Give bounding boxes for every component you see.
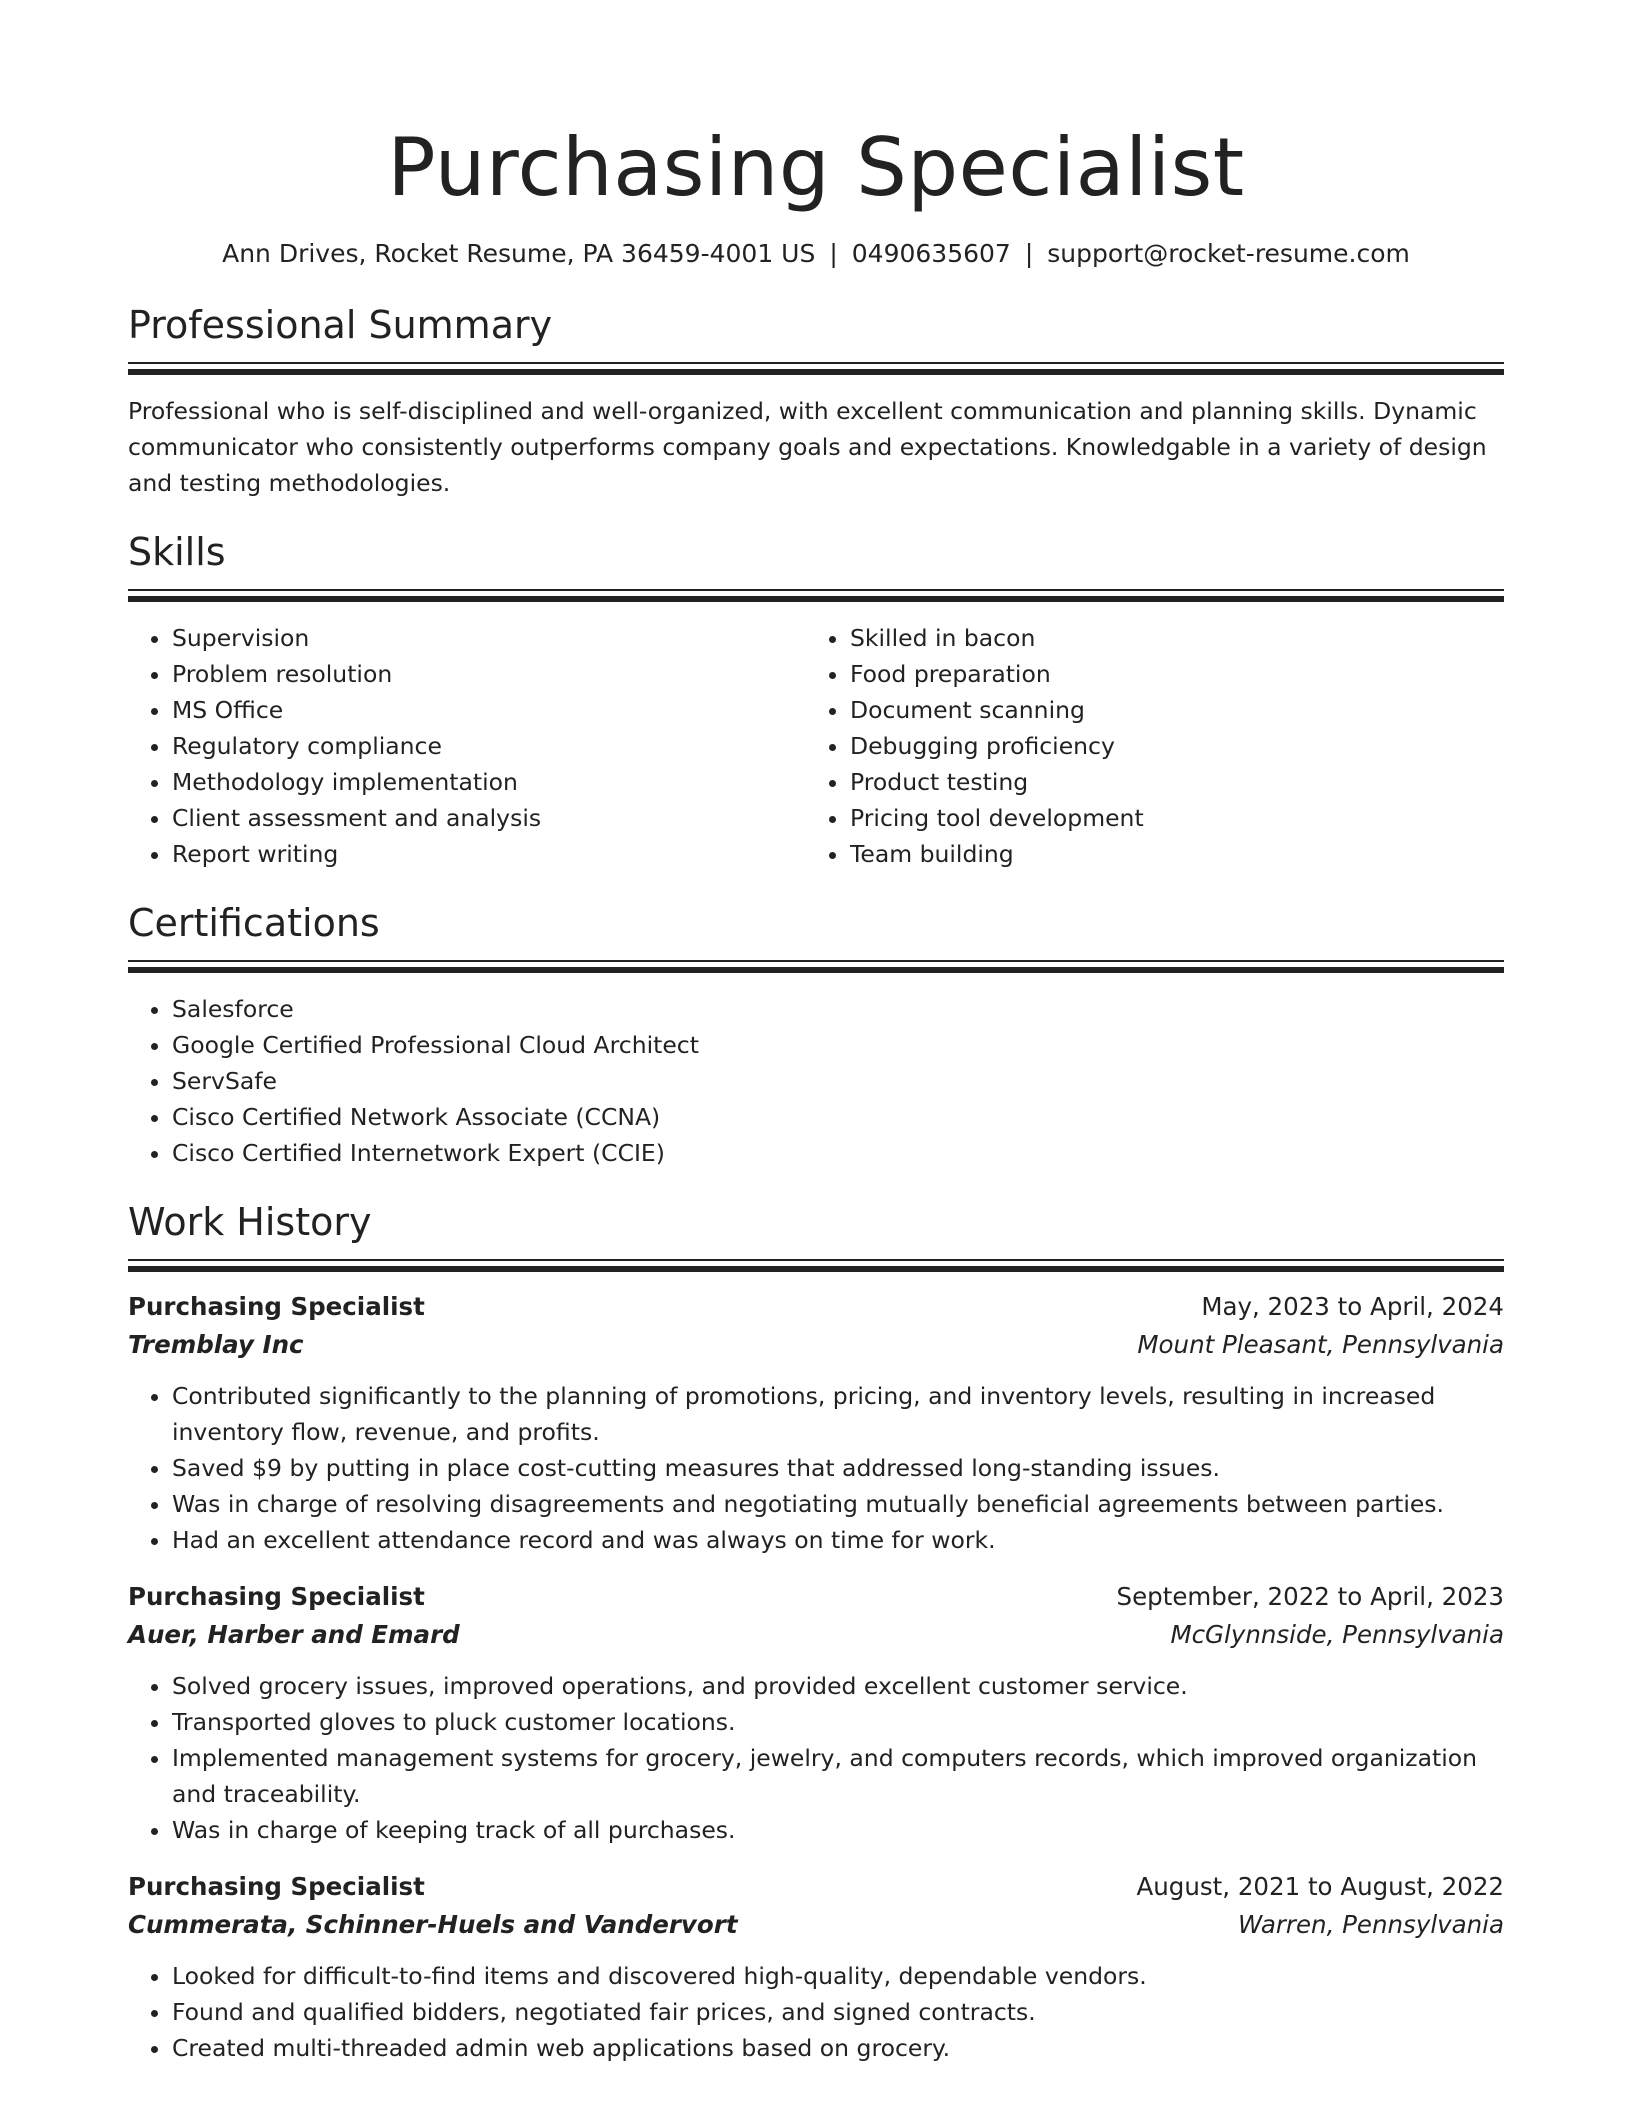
job-header <box>128 1578 1504 1616</box>
job-bullet: • Contributed significantly to the planning of promotions, pricing, and inventory levels, resulting in increased inventory flow, revenue, and profits. <box>172 1378 1504 1450</box>
contact-separator: | <box>1024 239 1034 268</box>
work-history-heading: Work History <box>128 1200 372 1244</box>
skills-columns <box>128 620 1504 872</box>
resume-title: Purchasing Specialist <box>387 121 1245 214</box>
job-subheader <box>128 1326 1504 1364</box>
section-divider <box>128 589 1504 602</box>
job-location: Mount Pleasant, Pennsylvania <box>1137 1330 1504 1359</box>
job-location: McGlynnside, Pennsylvania <box>1170 1620 1504 1649</box>
certifications-section <box>128 898 1504 1171</box>
skill-item: • Team building <box>850 836 1484 872</box>
certification-item: • Salesforce <box>172 991 1504 1027</box>
job-bullet-list <box>128 1958 1504 2066</box>
job-company: Cummerata, Schinner-Huels and Vandervort <box>128 1910 738 1939</box>
skills-section <box>128 527 1504 872</box>
skill-item: • Report writing <box>172 836 806 872</box>
job-bullet: • Had an excellent attendance record and was always on time for work. <box>172 1522 1504 1558</box>
skills-list-right <box>806 620 1484 872</box>
contact-phone: 0490635607 <box>851 239 1011 268</box>
section-divider <box>128 362 1504 375</box>
skill-item: • MS Office <box>172 692 806 728</box>
skill-item: • Food preparation <box>850 656 1484 692</box>
resume-page <box>128 0 1504 2066</box>
job-bullet: • Saved $9 by putting in place cost-cutting measures that addressed long-standing issues. <box>172 1450 1504 1486</box>
contact-email: support@rocket-resume.com <box>1047 239 1410 268</box>
job-bullet: • Looked for difficult-to-find items and discovered high-quality, dependable vendors. <box>172 1958 1504 1994</box>
job-bullet: • Created multi-threaded admin web applications based on grocery. <box>172 2030 1504 2066</box>
job-role: Purchasing Specialist <box>128 1872 425 1901</box>
job-dates: May, 2023 to April, 2024 <box>1201 1292 1504 1321</box>
job-header <box>128 1288 1504 1326</box>
certifications-list <box>128 991 1504 1171</box>
job-header <box>128 1868 1504 1906</box>
skill-item: • Regulatory compliance <box>172 728 806 764</box>
job-bullet-list <box>128 1668 1504 1848</box>
contact-separator: | <box>829 239 838 268</box>
skill-item: • Debugging proficiency <box>850 728 1484 764</box>
job-bullet: • Was in charge of keeping track of all purchases. <box>172 1812 1504 1848</box>
summary-section <box>128 300 1504 501</box>
section-divider <box>128 960 1504 973</box>
certification-item: • Cisco Certified Network Associate (CCNA) <box>172 1099 1504 1135</box>
certifications-heading: Certifications <box>128 901 380 945</box>
section-divider <box>128 1259 1504 1272</box>
skill-item: • Supervision <box>172 620 806 656</box>
skills-heading: Skills <box>128 530 226 574</box>
skill-item: • Problem resolution <box>172 656 806 692</box>
job-entry <box>128 1868 1504 2066</box>
work-history-section <box>128 1197 1504 2066</box>
job-role: Purchasing Specialist <box>128 1292 425 1321</box>
certification-item: • ServSafe <box>172 1063 1504 1099</box>
skill-item: • Skilled in bacon <box>850 620 1484 656</box>
contact-address: Ann Drives, Rocket Resume, PA 36459-4001 US <box>222 239 816 268</box>
job-bullet: • Implemented management systems for grocery, jewelry, and computers records, which improved organization and traceability. <box>172 1740 1504 1812</box>
job-role: Purchasing Specialist <box>128 1582 425 1611</box>
skills-list-left <box>128 620 806 872</box>
certification-item: • Cisco Certified Internetwork Expert (CCIE) <box>172 1135 1504 1171</box>
skill-item: • Client assessment and analysis <box>172 800 806 836</box>
summary-text: Professional who is self-disciplined and well-organized, with excellent communication and planning skills. Dynamic communicator who consistently outperforms company goals and expectations. Knowledgable in a variety of design and testing methodologies. <box>128 397 1487 497</box>
job-location: Warren, Pennsylvania <box>1237 1910 1504 1939</box>
job-bullet: • Transported gloves to pluck customer locations. <box>172 1704 1504 1740</box>
job-dates: September, 2022 to April, 2023 <box>1116 1582 1504 1611</box>
job-dates: August, 2021 to August, 2022 <box>1136 1872 1504 1901</box>
summary-heading: Professional Summary <box>128 303 553 347</box>
job-company: Tremblay Inc <box>128 1330 304 1359</box>
contact-line <box>128 238 1504 270</box>
job-bullet: • Was in charge of resolving disagreements and negotiating mutually beneficial agreements between parties. <box>172 1486 1504 1522</box>
skill-item: • Product testing <box>850 764 1484 800</box>
job-subheader <box>128 1616 1504 1654</box>
job-entry <box>128 1288 1504 1558</box>
job-entry <box>128 1578 1504 1848</box>
certification-item: • Google Certified Professional Cloud Architect <box>172 1027 1504 1063</box>
job-bullet: • Found and qualified bidders, negotiated fair prices, and signed contracts. <box>172 1994 1504 2030</box>
job-bullet-list <box>128 1378 1504 1558</box>
skill-item: • Methodology implementation <box>172 764 806 800</box>
skill-item: • Pricing tool development <box>850 800 1484 836</box>
job-subheader <box>128 1906 1504 1944</box>
job-company: Auer, Harber and Emard <box>128 1620 460 1649</box>
job-bullet: • Solved grocery issues, improved operations, and provided excellent customer service. <box>172 1668 1504 1704</box>
skill-item: • Document scanning <box>850 692 1484 728</box>
